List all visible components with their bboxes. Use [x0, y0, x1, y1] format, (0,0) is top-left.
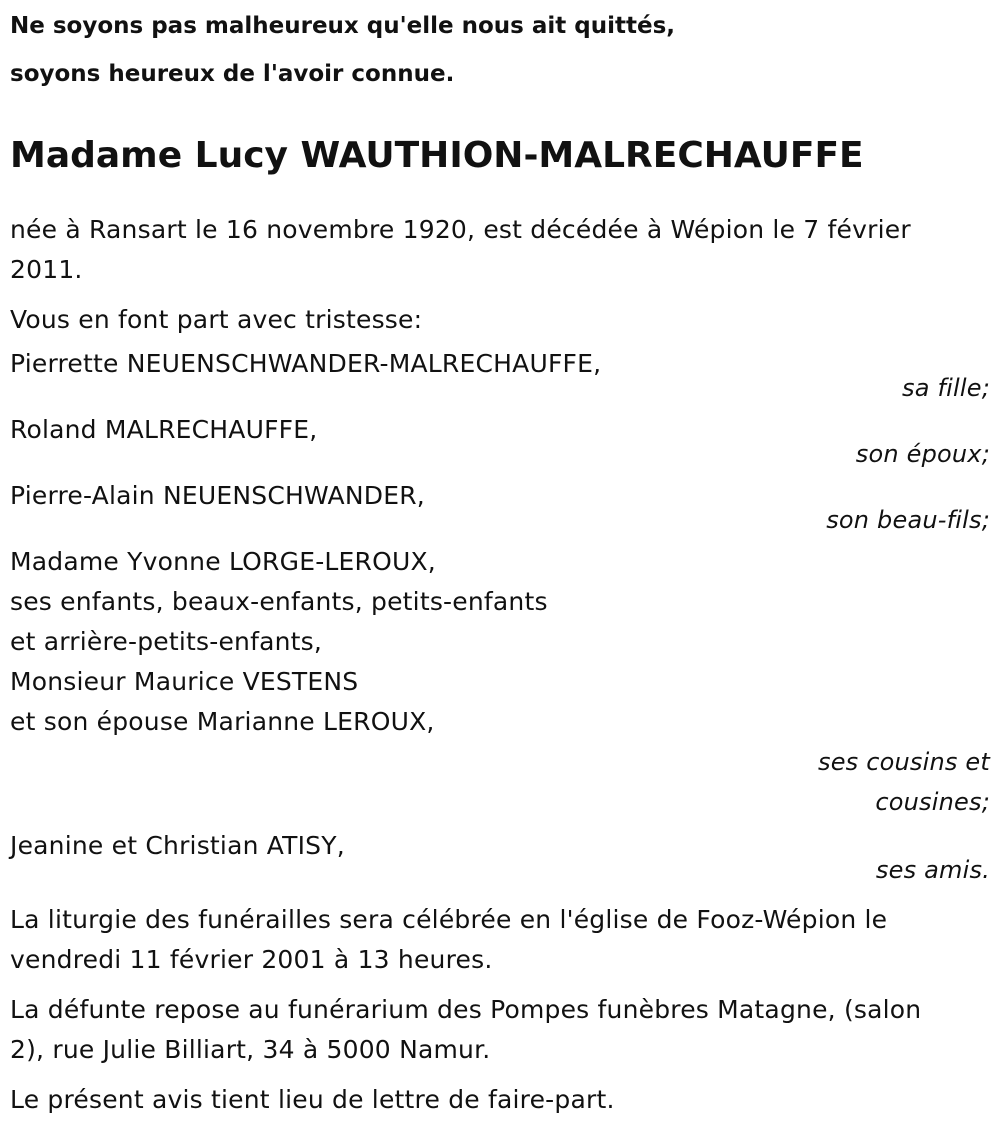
liturgy-line-2: vendredi 11 février 2001 à 13 heures.: [10, 945, 493, 974]
family-entry-line: Roland MALRECHAUFFE,: [10, 415, 318, 444]
family-role: ses cousins et: [818, 748, 990, 776]
family-role: sa fille;: [902, 374, 990, 402]
family-entry-line: ses enfants, beaux-enfants, petits-enfants: [10, 587, 548, 616]
family-entry-line: et arrière-petits-enfants,: [10, 627, 323, 656]
epigraph-line-1: Ne soyons pas malheureux qu'elle nous ait quittés,: [10, 13, 676, 39]
family-entry: [10, 476, 990, 538]
family-entry-line: Jeanine et Christian ATISY,: [10, 831, 345, 860]
family-entry: [10, 344, 990, 406]
repose-paragraph: [10, 990, 990, 1070]
epigraph-line-2: soyons heureux de l'avoir connue.: [10, 61, 455, 87]
family-entry-line: Madame Yvonne LORGE-LEROUX,: [10, 547, 436, 576]
family-entry-line: Pierre-Alain NEUENSCHWANDER,: [10, 481, 425, 510]
birth-death-line-2: 2011.: [10, 255, 83, 284]
birth-death-line-1: née à Ransart le 16 novembre 1920, est décédée à Wépion le 7 février: [10, 215, 911, 244]
epigraph: [10, 0, 990, 98]
closing-text: Le présent avis tient lieu de lettre de faire-part.: [10, 1085, 615, 1114]
deceased-name: Madame Lucy WAUTHION-MALRECHAUFFE: [10, 135, 864, 176]
liturgy-line-1: La liturgie des funérailles sera célébrée en l'église de Fooz-Wépion le: [10, 905, 888, 934]
family-role: ses amis.: [875, 856, 990, 884]
family-entry: [10, 410, 990, 472]
birth-death-paragraph: [10, 210, 990, 290]
repose-line-2: 2), rue Julie Billiart, 34 à 5000 Namur.: [10, 1035, 491, 1064]
repose-line-1: La défunte repose au funérarium des Pompes funèbres Matagne, (salon: [10, 995, 922, 1024]
family-role: cousines;: [875, 788, 990, 816]
family-entry-line: Pierrette NEUENSCHWANDER-MALRECHAUFFE,: [10, 349, 602, 378]
family-entry: [10, 826, 990, 888]
family-entry: [10, 542, 990, 822]
family-role: son beau-fils;: [826, 506, 990, 534]
family-entry-line: Monsieur Maurice VESTENS: [10, 667, 359, 696]
liturgy-paragraph: [10, 900, 990, 980]
intro-text: Vous en font part avec tristesse:: [10, 305, 423, 334]
family-role: son époux;: [855, 440, 990, 468]
family-entry-line: et son épouse Marianne LEROUX,: [10, 707, 435, 736]
